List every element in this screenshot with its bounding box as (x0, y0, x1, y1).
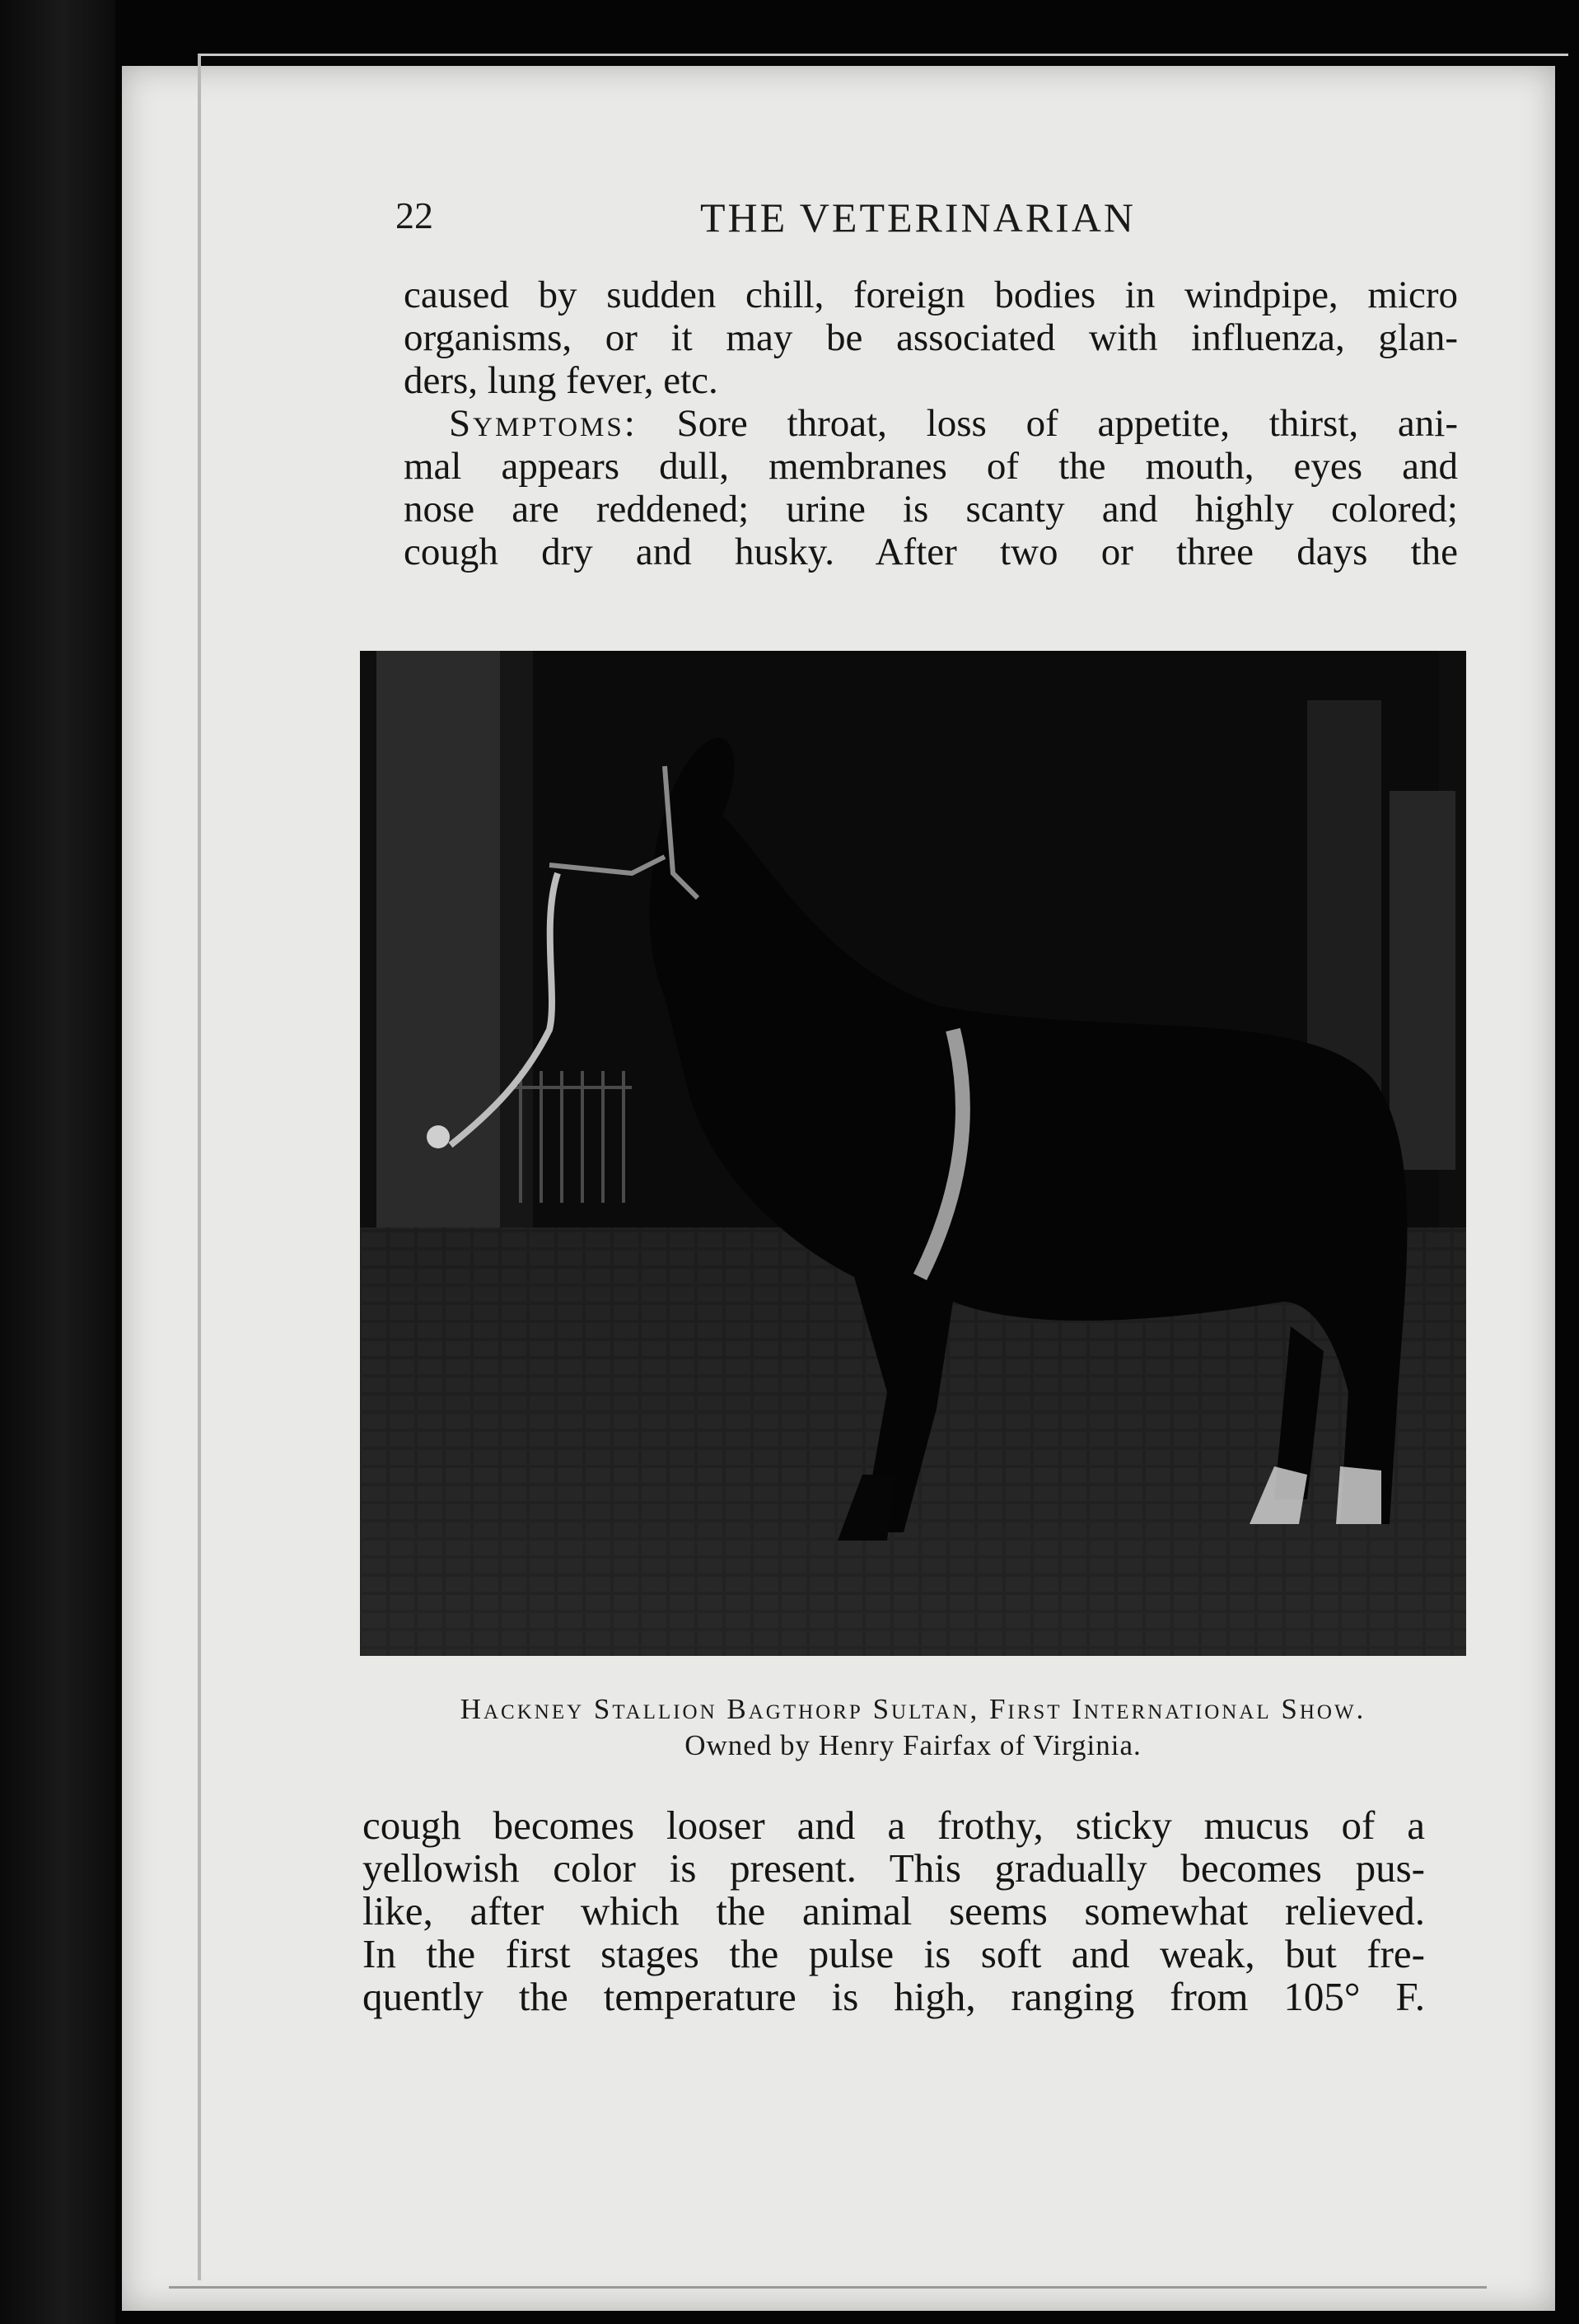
bottom-paragraph (362, 1804, 1425, 2018)
top-paragraphs (404, 274, 1458, 573)
text-line: caused by sudden chill, foreign bodies in windpipe, micro (404, 274, 1458, 316)
symptoms-label: Symptoms: (449, 402, 638, 445)
text-line: Sore throat, loss of appetite, thirst, ani- (676, 402, 1459, 445)
text-line: In the first stages the pulse is soft and weak, but fre- (362, 1931, 1425, 1976)
symptoms-line (404, 402, 1458, 445)
scan-margin (0, 0, 115, 2324)
caption-title: Hackney Stallion Bagthorp Sultan, First International Show. (460, 1693, 1366, 1725)
running-title: THE VETERINARIAN (700, 194, 1136, 241)
text-line: cough dry and husky. After two or three days the (404, 531, 1458, 573)
horse-photograph (360, 651, 1466, 1656)
page-header (395, 194, 1466, 260)
text-line: cough becomes looser and a frothy, sticky mucus of a (362, 1803, 1425, 1848)
text-line: mal appears dull, membranes of the mouth, eyes and (404, 445, 1458, 488)
text-line: ders, lung fever, etc. (404, 359, 718, 402)
text-line: nose are reddened; urine is scanty and highly colored; (404, 488, 1458, 531)
text-line: like, after which the animal seems somewhat relieved. (362, 1888, 1425, 1934)
text-line: organisms, or it may be associated with influenza, glan- (404, 316, 1458, 359)
figure-caption (360, 1693, 1466, 1762)
text-line: yellowish color is present. This gradually becomes pus- (362, 1845, 1425, 1891)
caption-owner: Owned by Henry Fairfax of Virginia. (684, 1729, 1142, 1761)
text-line: quently the temperature is high, ranging from 105° F. (362, 1974, 1425, 2019)
page-bottom-edge (169, 2286, 1487, 2289)
page-number: 22 (395, 194, 433, 236)
photograph-image (360, 651, 1466, 1656)
